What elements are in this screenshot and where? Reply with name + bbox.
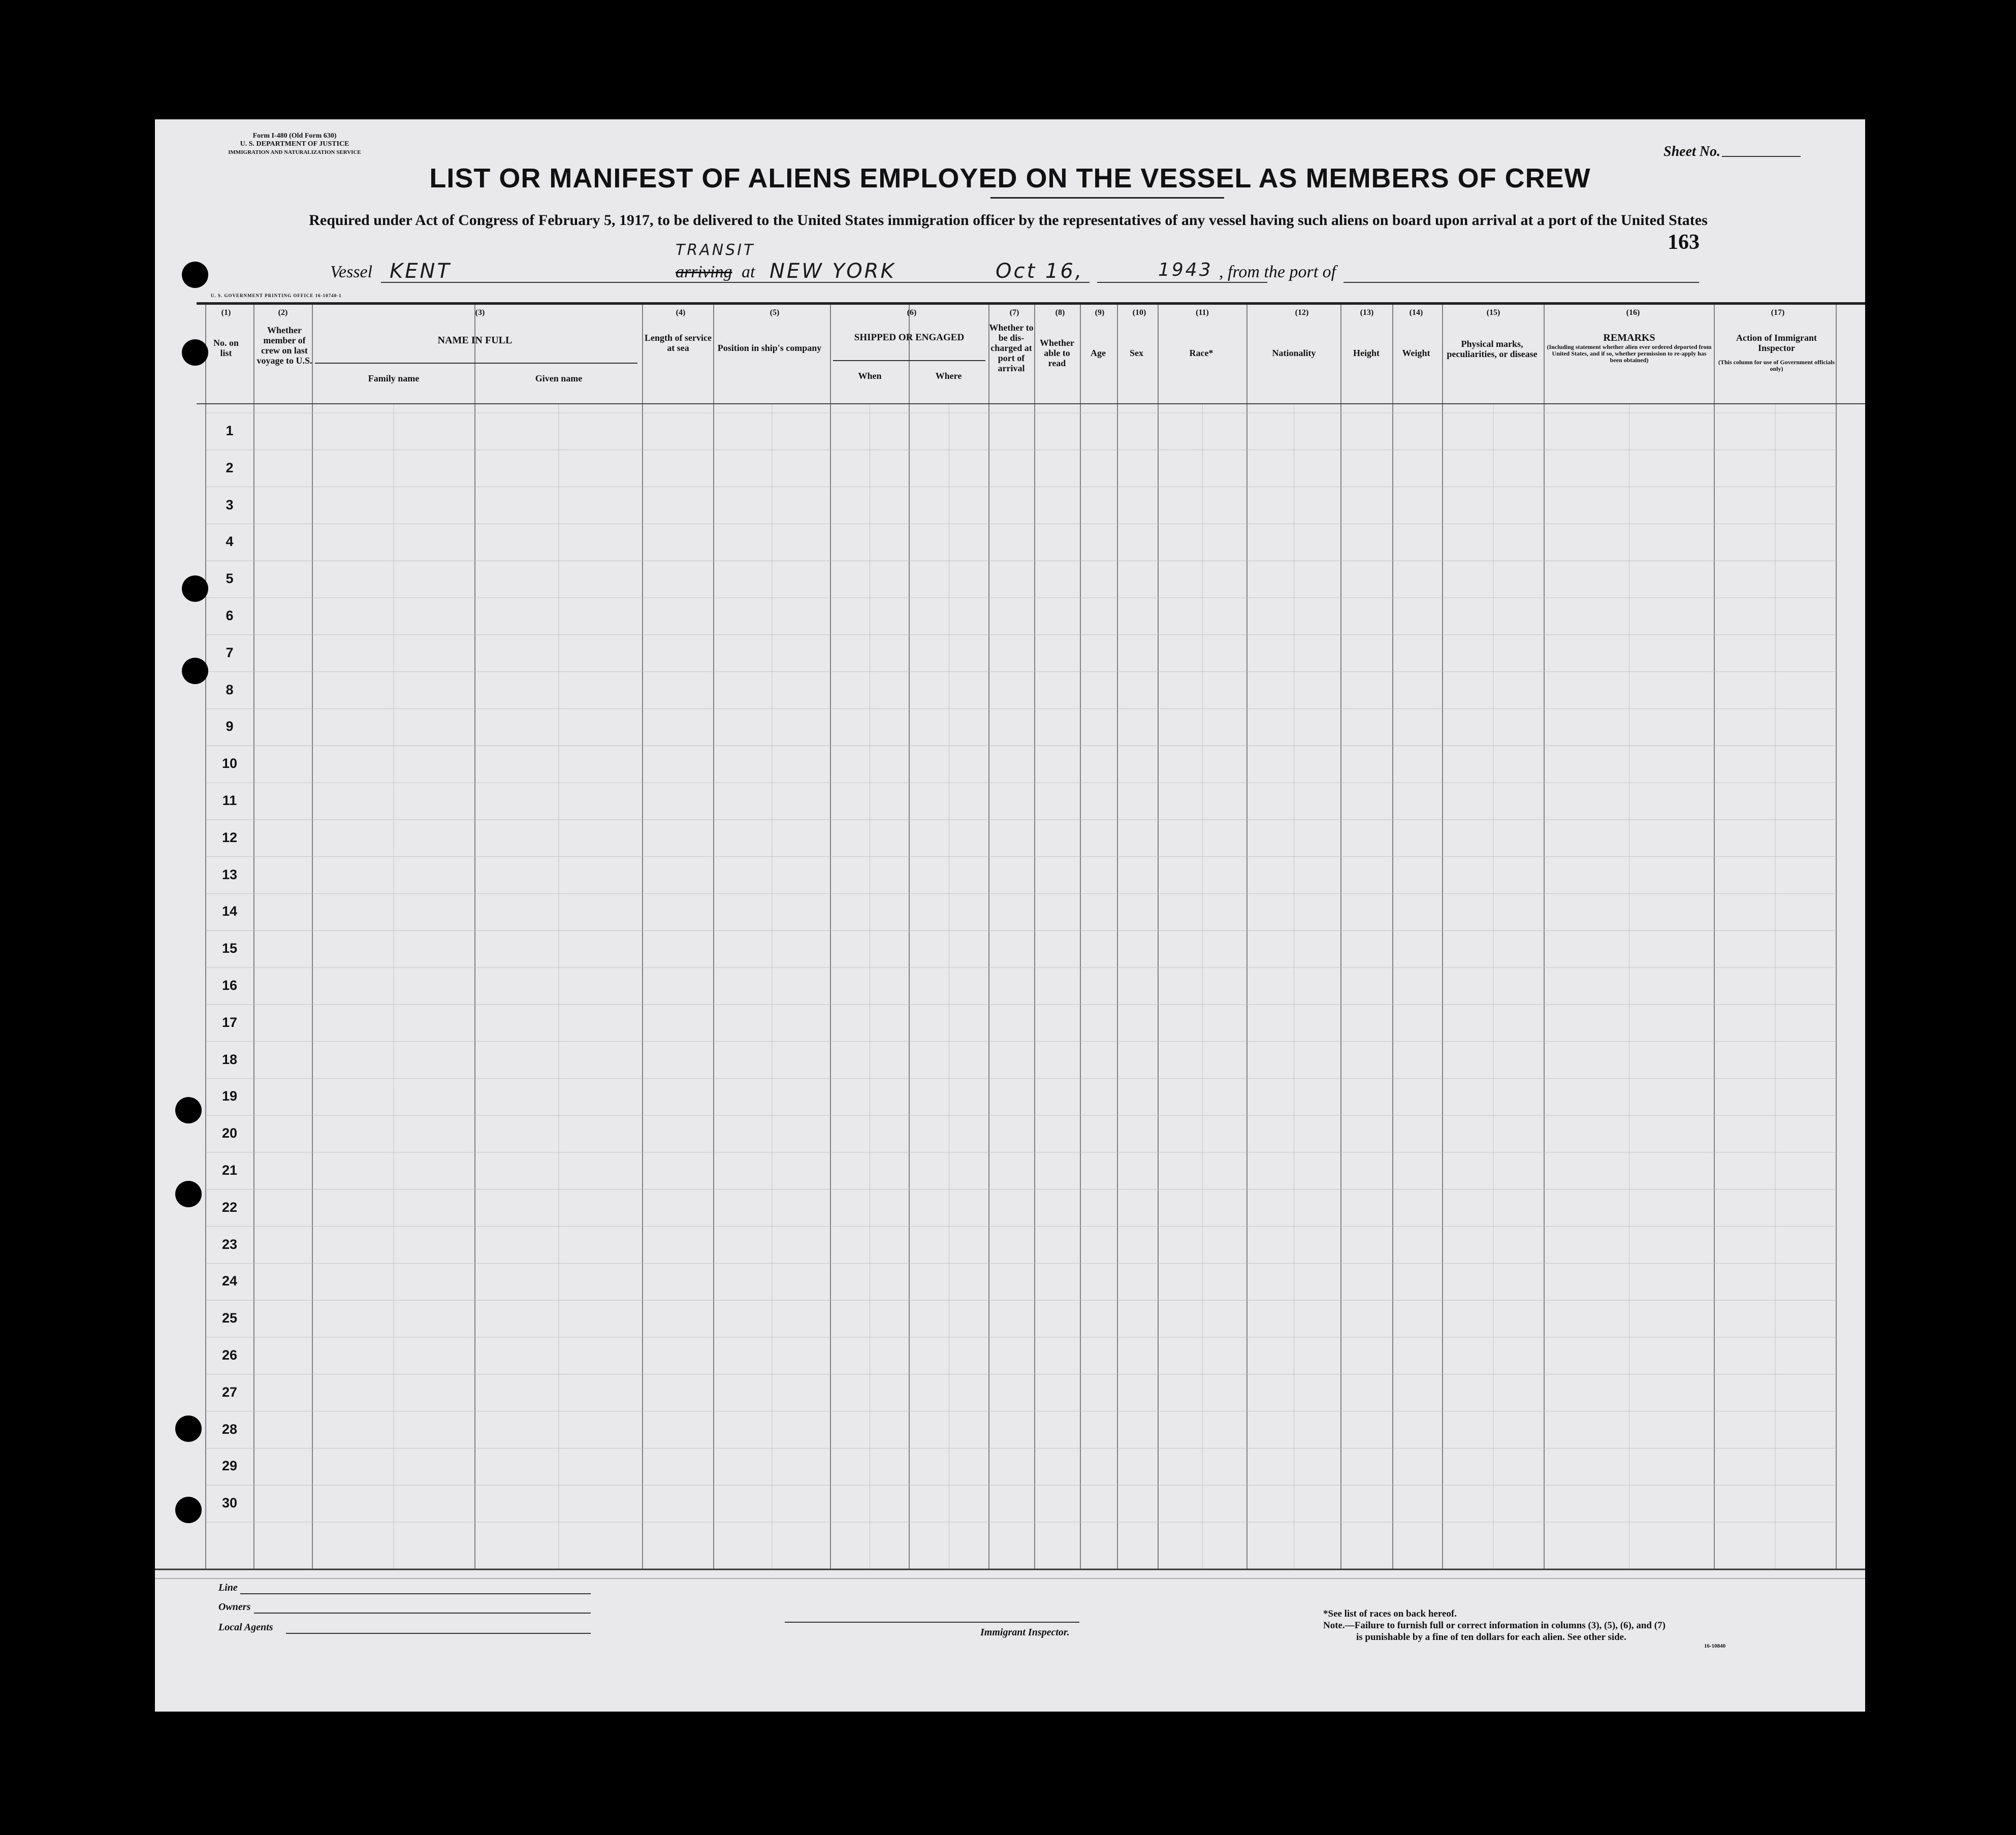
col-head-service: Length of service at sea xyxy=(645,333,712,353)
column-number: (6) xyxy=(907,308,917,317)
races-note: *See list of races on back hereof. xyxy=(1323,1608,1457,1619)
page-subtitle: Required under Act of Congress of February 5, 1917, to be delivered to the United States immigration officer by the representatives of any vessel having such aliens on board upon arrival at a port of the United States xyxy=(309,212,1708,229)
col-head-remarks-note: (Including statement whether alien ever ordered deported from United States, and if so, whether permission to re-apply has been obtained) xyxy=(1547,343,1712,364)
column-number: (5) xyxy=(770,308,780,317)
column-number: (16) xyxy=(1626,308,1640,317)
column-number: (12) xyxy=(1295,308,1309,317)
punch-hole xyxy=(175,1181,202,1207)
column-number: (17) xyxy=(1771,308,1785,317)
row-number: 8 xyxy=(226,682,234,697)
local-agents-field[interactable] xyxy=(286,1633,591,1634)
local-agents-label: Local Agents xyxy=(218,1622,273,1633)
col-head-position: Position in ship's company xyxy=(717,343,822,353)
punch-hole xyxy=(175,1497,202,1523)
year-value[interactable]: 1943 xyxy=(1158,260,1213,280)
transit-value: TRANSIT xyxy=(676,241,755,259)
inspector-label: Immigrant Inspector. xyxy=(980,1627,1070,1638)
owners-label: Owners xyxy=(218,1601,251,1613)
col-head-nationality: Nationality xyxy=(1272,348,1316,358)
penalty-note-1: Note.—Failure to furnish full or correct information in columns (3), (5), (6), and (7) xyxy=(1323,1620,1666,1631)
column-number: (10) xyxy=(1132,308,1146,317)
row-number: 27 xyxy=(221,1384,238,1400)
row-number: 18 xyxy=(221,1051,238,1067)
punch-hole xyxy=(182,575,208,602)
col-head-weight: Weight xyxy=(1402,348,1430,358)
col-head-physical-marks: Physical marks, peculiarities, or disease xyxy=(1447,339,1538,359)
printing-office-imprint: U. S. GOVERNMENT PRINTING OFFICE 16-10740-1 xyxy=(211,293,342,298)
row-number: 7 xyxy=(226,645,234,660)
row-number: 21 xyxy=(221,1163,238,1178)
col-head-no: No. on list xyxy=(213,338,239,358)
row-number: 22 xyxy=(221,1199,238,1215)
col-head-discharged: Whether to be dis-charged at port of arrival xyxy=(989,323,1034,373)
row-number: 14 xyxy=(221,904,238,919)
row-number: 13 xyxy=(221,866,238,882)
column-number: (8) xyxy=(1055,308,1065,317)
row-number: 6 xyxy=(226,608,234,623)
column-number: (14) xyxy=(1409,308,1423,317)
port-value[interactable]: NEW YORK xyxy=(770,260,896,283)
column-number: (13) xyxy=(1360,308,1374,317)
punch-hole xyxy=(182,339,208,366)
row-number: 30 xyxy=(221,1495,238,1511)
row-number: 10 xyxy=(221,756,238,771)
col-head-crew: Whether member of crew on last voyage to U.S. xyxy=(257,325,312,366)
col-head-where: Where xyxy=(935,371,962,381)
row-number: 28 xyxy=(221,1421,238,1437)
column-number: (11) xyxy=(1196,308,1209,317)
sheet-number: 163 xyxy=(1668,231,1700,254)
col-head-height: Height xyxy=(1353,348,1380,358)
col-head-read: Whether able to read xyxy=(1040,338,1074,368)
column-number: (3) xyxy=(475,308,485,317)
vessel-value[interactable]: KENT xyxy=(390,260,452,283)
col-head-given-name: Given name xyxy=(535,373,583,383)
form-number: Form I-480 (Old Form 630) xyxy=(252,132,337,140)
col-head-inspector-note: (This column for use of Government officials only) xyxy=(1718,359,1835,372)
service-name: IMMIGRATION AND NATURALIZATION SERVICE xyxy=(228,149,361,155)
punch-hole xyxy=(175,1415,202,1442)
date-value[interactable]: Oct 16, xyxy=(996,260,1084,283)
row-number: 24 xyxy=(221,1273,238,1289)
arriving-label: arriving xyxy=(676,263,732,281)
department-name: U. S. DEPARTMENT OF JUSTICE xyxy=(240,140,349,148)
from-port-label: , from the port of xyxy=(1219,263,1336,281)
column-number: (4) xyxy=(676,308,686,317)
line-label: Line xyxy=(218,1582,238,1593)
penalty-note-2: is punishable by a fine of ten dollars for each alien. See other side. xyxy=(1356,1632,1626,1643)
punch-hole xyxy=(182,262,208,288)
vessel-label: Vessel xyxy=(330,263,373,281)
column-number: (7) xyxy=(1009,308,1019,317)
row-number: 5 xyxy=(226,571,234,587)
col-head-remarks: REMARKS xyxy=(1603,332,1655,343)
row-number: 17 xyxy=(221,1014,238,1030)
col-head-sex: Sex xyxy=(1130,348,1143,358)
col-head-shipped: SHIPPED OR ENGAGED xyxy=(854,332,965,343)
owners-field[interactable] xyxy=(254,1613,591,1614)
manifest-sheet xyxy=(155,119,1865,1712)
row-number: 9 xyxy=(226,719,234,734)
col-head-inspector-action: Action of Immigrant Inspector xyxy=(1736,333,1817,353)
col-head-race: Race* xyxy=(1189,348,1213,358)
row-number: 11 xyxy=(222,793,237,808)
row-number: 16 xyxy=(221,978,238,993)
col-head-name: NAME IN FULL xyxy=(437,335,513,346)
form-code: 16-10840 xyxy=(1704,1643,1726,1649)
row-number: 26 xyxy=(221,1347,238,1363)
col-head-when: When xyxy=(858,371,882,381)
row-number: 12 xyxy=(221,829,238,845)
col-head-age: Age xyxy=(1091,348,1106,358)
row-number: 4 xyxy=(226,534,234,550)
row-number: 25 xyxy=(221,1310,238,1326)
line-field[interactable] xyxy=(240,1593,591,1594)
row-number: 2 xyxy=(226,460,234,475)
page-title: LIST OR MANIFEST OF ALIENS EMPLOYED ON THE VESSEL AS MEMBERS OF CREW xyxy=(429,163,1591,194)
sheet-no-label: Sheet No. xyxy=(1663,144,1720,159)
column-number: (9) xyxy=(1095,308,1105,317)
column-number: (15) xyxy=(1486,308,1500,317)
column-number: (1) xyxy=(221,308,231,317)
row-number: 29 xyxy=(221,1458,238,1474)
row-number: 23 xyxy=(221,1236,238,1252)
row-number: 19 xyxy=(221,1088,238,1104)
inspector-signature-line[interactable] xyxy=(785,1622,1079,1623)
punch-hole xyxy=(175,1097,202,1123)
at-label: at xyxy=(742,263,755,281)
row-number: 20 xyxy=(221,1125,238,1141)
col-head-family-name: Family name xyxy=(368,373,420,383)
column-number: (2) xyxy=(278,308,288,317)
row-number: 15 xyxy=(221,941,238,956)
punch-hole xyxy=(182,658,208,684)
row-number: 3 xyxy=(226,497,234,512)
row-number: 1 xyxy=(226,423,234,438)
